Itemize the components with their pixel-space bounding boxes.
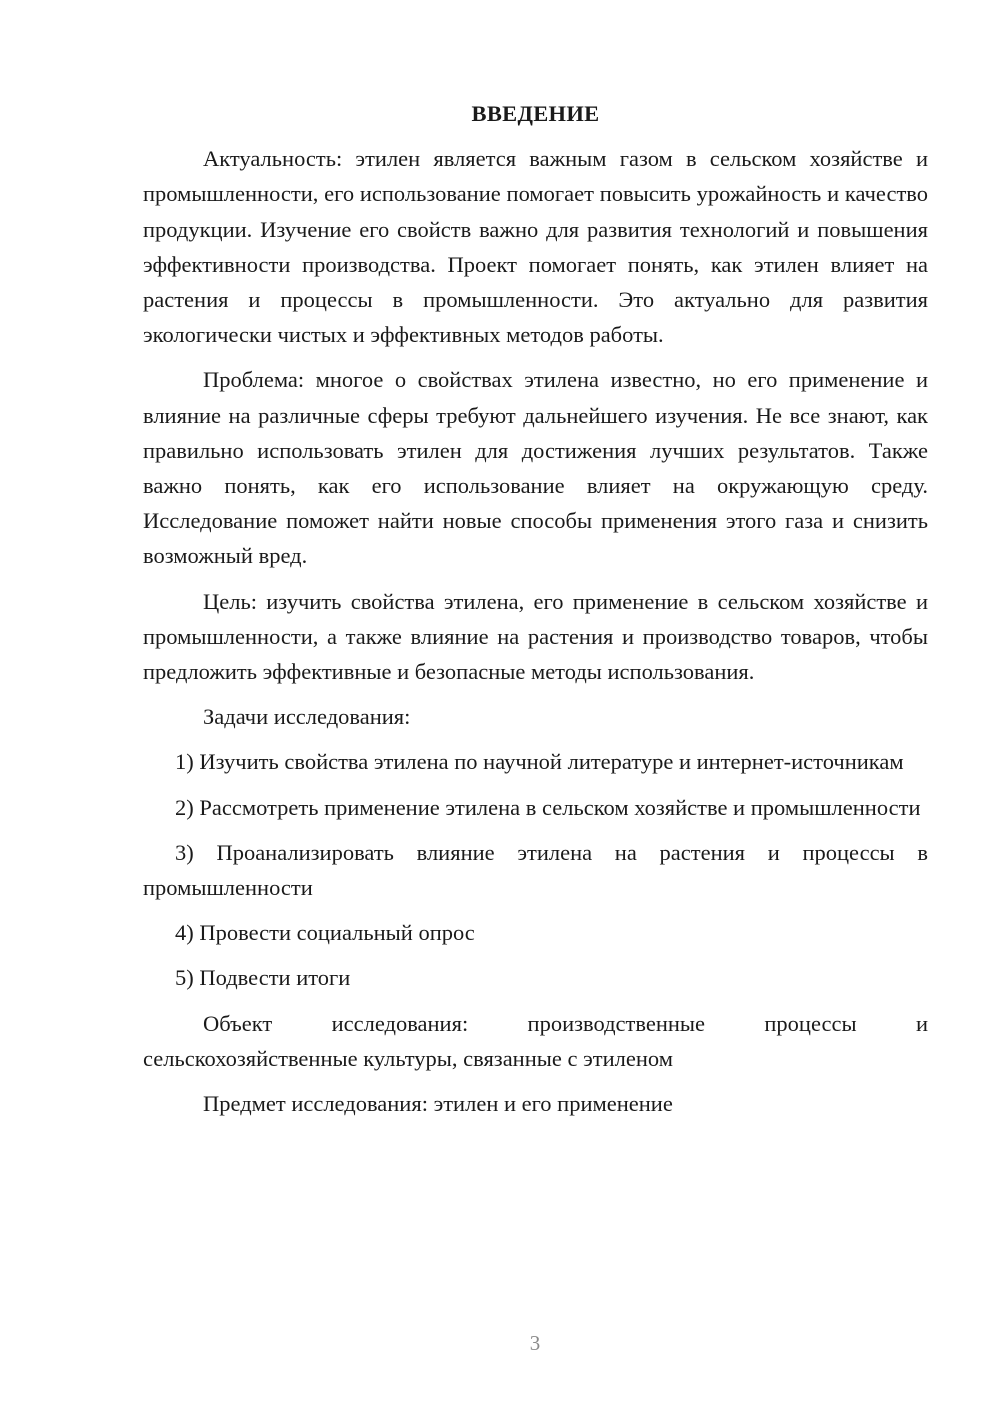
tasks-heading: Задачи исследования: bbox=[203, 704, 411, 730]
page-title: ВВЕДЕНИЕ bbox=[471, 101, 600, 126]
research-subject-paragraph: Предмет исследования: этилен и его применение bbox=[203, 1091, 673, 1117]
research-object-paragraph: Объект исследования: производственные процессы и сельскохозяйственные культуры, связанные с этиленом bbox=[143, 1010, 928, 1071]
problem-paragraph: Проблема: многое о свойствах этилена известно, но его применение и влияние на различные сферы требуют дальнейшего изучения. Не все знают, как правильно использовать этилен для достижения лучших результатов. Также важно понять, как его использование влияет на окружающую среду. Исследование поможет найти новые способы применения этого газа и снизить возможный вред. bbox=[143, 367, 928, 569]
task-item-4: 4) Провести социальный опрос bbox=[175, 920, 475, 946]
task-item-1: 1) Изучить свойства этилена по научной литературе и интернет-источникам bbox=[175, 749, 904, 775]
task-item-5: 5) Подвести итоги bbox=[175, 965, 351, 991]
relevance-paragraph: Актуальность: этилен является важным газом в сельском хозяйстве и промышленности, его использование помогает повысить урожайность и качество продукции. Изучение его свойств важно для развития технологий и повышения эффективности производства. Проект помогает понять, как этилен влияет на растения и процессы в промышленности. Это актуально для развития экологически чистых и эффективных методов работы. bbox=[143, 146, 928, 348]
task-item-2: 2) Рассмотреть применение этилена в сельском хозяйстве и промышленности bbox=[175, 794, 921, 820]
page-number: 3 bbox=[529, 1331, 541, 1355]
task-item-3: 3) Проанализировать влияние этилена на растения и процессы в промышленности bbox=[143, 839, 928, 901]
page-content bbox=[143, 96, 928, 1131]
goal-paragraph: Цель: изучить свойства этилена, его применение в сельском хозяйстве и промышленности, а также влияние на растения и производство товаров, чтобы предложить эффективные и безопасные методы использования. bbox=[143, 588, 928, 685]
